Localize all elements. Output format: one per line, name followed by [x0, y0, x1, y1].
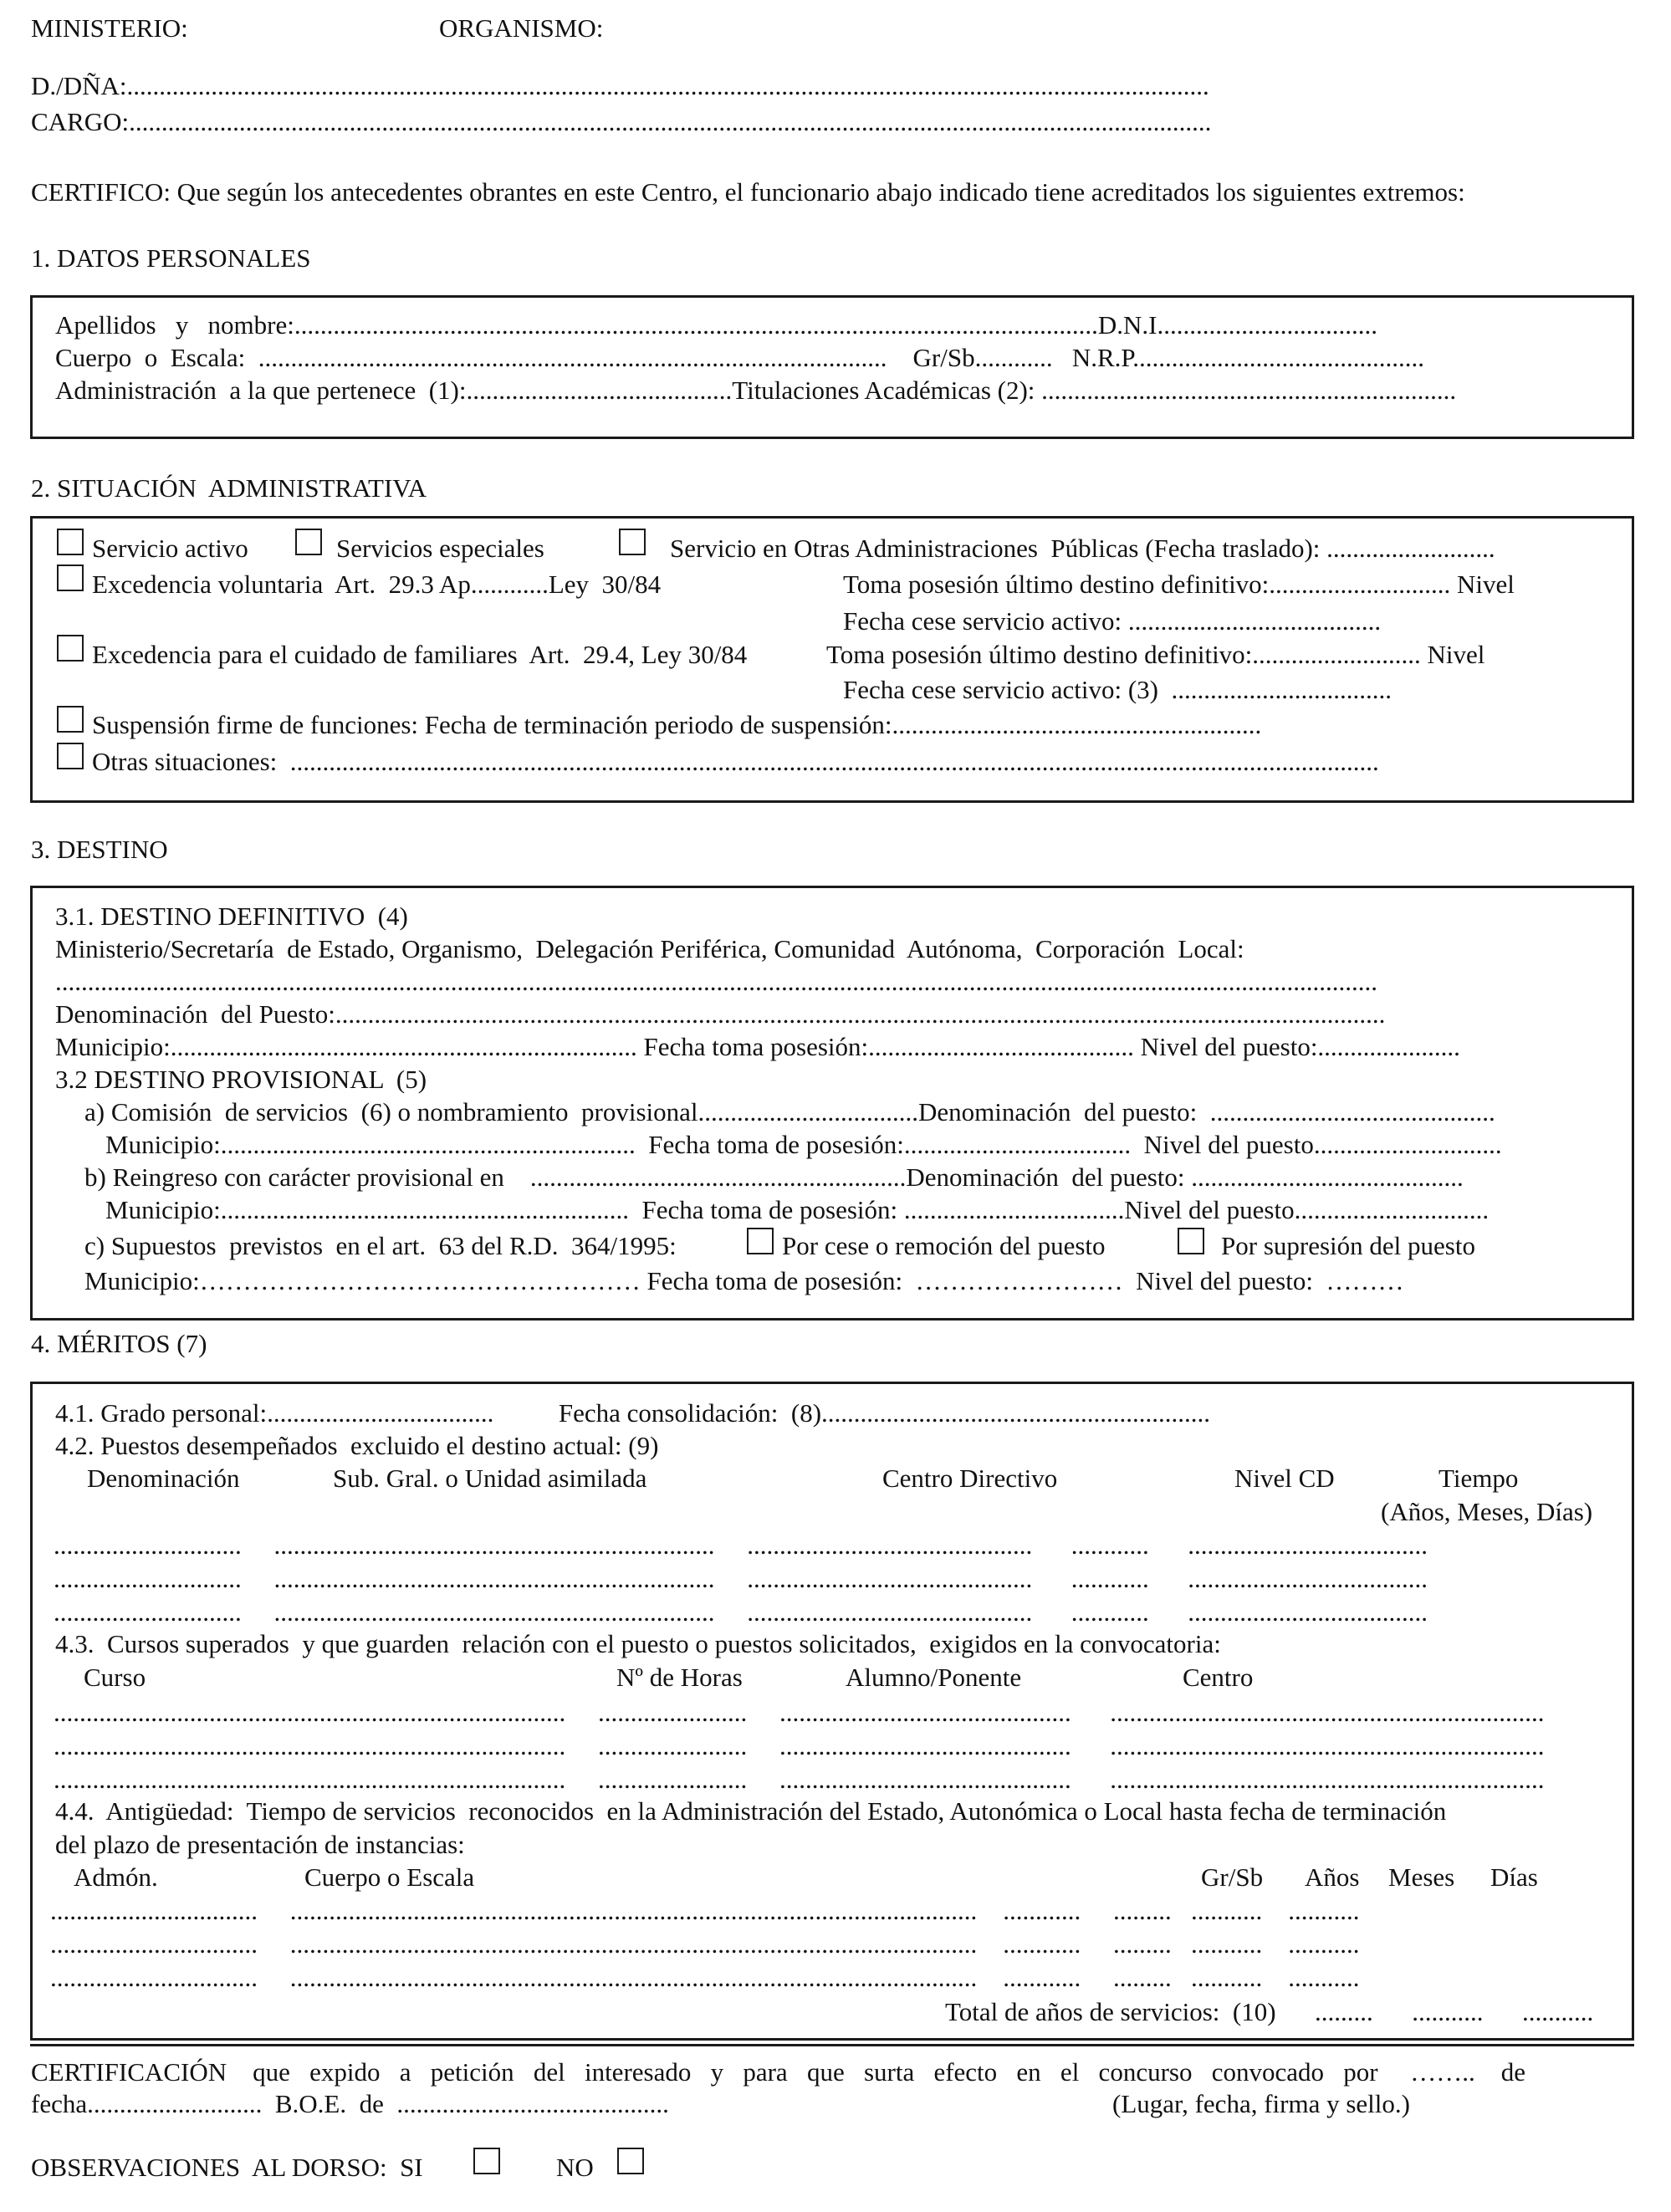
supresion-puesto-checkbox[interactable]	[1178, 1228, 1204, 1254]
organismo-label: ORGANISMO:	[439, 13, 604, 43]
otras-administraciones-label: Servicio en Otras Administraciones Públicas (Fecha traslado): ..........................	[670, 534, 1495, 563]
col-curso: Curso	[84, 1663, 146, 1692]
cargo-field[interactable]: CARGO:.......................................................................................................................................................................	[31, 107, 1212, 136]
ministerio-organismo-label: Ministerio/Secretaría de Estado, Organismo, Delegación Periférica, Comunidad Autónoma, Corporación Local:	[55, 934, 1244, 963]
section-2-title: 2. SITUACIÓN ADMINISTRATIVA	[31, 473, 427, 503]
section-1-title: 1. DATOS PERSONALES	[31, 243, 311, 273]
observaciones-no-label: NO	[556, 2153, 594, 2182]
col-horas: Nº de Horas	[616, 1663, 743, 1692]
puestos-row[interactable]: ............................. .................................................................... ............................................ ............ .....................................	[54, 1530, 1428, 1560]
suspension-label[interactable]: Suspensión firme de funciones: Fecha de terminación periodo de suspensión:.........................................................	[92, 710, 1262, 739]
municipio-b-field[interactable]: Municipio:............................................................... Fecha toma de posesión: ..................................Nivel del puesto..............................	[105, 1195, 1490, 1224]
divider	[30, 2044, 1634, 2046]
suspension-checkbox[interactable]	[57, 706, 84, 733]
servicio-activo-label: Servicio activo	[92, 534, 248, 563]
col-centro-directivo: Centro Directivo	[882, 1464, 1058, 1493]
cursos-label: 4.3. Cursos superados y que guarden relación con el puesto o puestos solicitados, exigidos en la convocatoria:	[55, 1629, 1221, 1658]
col-alumno: Alumno/Ponente	[846, 1663, 1022, 1692]
destino-definitivo-heading: 3.1. DESTINO DEFINITIVO (4)	[55, 902, 408, 931]
col-meses: Meses	[1388, 1862, 1455, 1892]
municipio-a-field[interactable]: Municipio:................................................................ Fecha toma de posesión:................................... Nivel del puesto.............................	[105, 1130, 1502, 1159]
col-tiempo: Tiempo	[1438, 1464, 1519, 1493]
antiguedad-label-2: del plazo de presentación de instancias:	[55, 1830, 465, 1859]
otras-administraciones-checkbox[interactable]	[619, 529, 646, 555]
servicios-especiales-label: Servicios especiales	[336, 534, 544, 563]
col-anos: Años	[1305, 1862, 1360, 1892]
ministerio-organismo-field[interactable]: ............................................................................................................................................................................................................	[55, 967, 1377, 996]
puestos-row[interactable]: ............................. .................................................................... ............................................ ............ .....................................	[54, 1597, 1428, 1627]
col-subgral: Sub. Gral. o Unidad asimilada	[333, 1464, 647, 1493]
fecha-boe-field[interactable]: fecha........................... B.O.E. de ..........................................	[31, 2089, 669, 2118]
servicio-activo-checkbox[interactable]	[57, 529, 84, 555]
municipio-c-field[interactable]: Municipio:…………………………………………… Fecha toma de posesión: …………………… Nivel del puesto: ………	[84, 1266, 1404, 1295]
cese-remocion-checkbox[interactable]	[747, 1228, 774, 1254]
fecha-cese-field-1[interactable]: Fecha cese servicio activo: .......................................	[843, 606, 1382, 636]
supuestos-label: c) Supuestos previstos en el art. 63 del R.D. 364/1995:	[84, 1231, 677, 1260]
cese-remocion-label: Por cese o remoción del puesto	[782, 1231, 1106, 1260]
certifico-text: CERTIFICO: Que según los antecedentes obrantes en este Centro, el funcionario abajo indicado tiene acreditados los siguientes extremos:	[31, 177, 1465, 207]
municipio-definitivo-field[interactable]: Municipio:........................................................................ Fecha toma posesión:......................................... Nivel del puesto:......................	[55, 1032, 1460, 1061]
ministerio-label: MINISTERIO:	[31, 13, 188, 43]
observaciones-si-checkbox[interactable]	[473, 2148, 500, 2174]
administracion-field[interactable]: Administración a la que pertenece (1):.........................................Titulaciones Académicas (2): ................................................................	[55, 375, 1457, 405]
puestos-desempenados-label: 4.2. Puestos desempeñados excluido el destino actual: (9)	[55, 1431, 659, 1460]
col-dias: Días	[1490, 1862, 1538, 1892]
certificacion-text: CERTIFICACIÓN que expido a petición del interesado y para que surta efecto en el concurso convocado por …….. de	[31, 2057, 1526, 2087]
otras-situaciones-checkbox[interactable]	[57, 743, 84, 769]
otras-situaciones-label[interactable]: Otras situaciones: ........................................................................................................................................................................	[92, 747, 1379, 776]
reingreso-field[interactable]: b) Reingreso con carácter provisional en ..........................................................Denominación del puesto: ..........................................	[84, 1162, 1464, 1192]
denominacion-puesto-field[interactable]: Denominación del Puesto:..................................................................................................................................................................	[55, 999, 1386, 1029]
col-admon: Admón.	[74, 1862, 158, 1892]
toma-posesion-field-2[interactable]: Toma posesión último destino definitivo:.......................... Nivel	[826, 640, 1485, 669]
supresion-puesto-label: Por supresión del puesto	[1221, 1231, 1475, 1260]
antiguedad-row[interactable]: ................................ .......................................................................................................... ............ ......... ........... ...........	[50, 1963, 1360, 1992]
col-denominacion: Denominación	[87, 1464, 240, 1493]
antiguedad-row[interactable]: ................................ .......................................................................................................... ............ ......... ........... ...........	[50, 1896, 1360, 1925]
cursos-row[interactable]: ............................................................................... ....................... ............................................. ...................................................................	[54, 1698, 1545, 1727]
cursos-row[interactable]: ............................................................................... ....................... ............................................. ...................................................................	[54, 1765, 1545, 1794]
excedencia-voluntaria-label: Excedencia voluntaria Art. 29.3 Ap............Ley 30/84	[92, 570, 662, 599]
section-4-title: 4. MÉRITOS (7)	[31, 1329, 207, 1358]
toma-posesion-field-1[interactable]: Toma posesión último destino definitivo:............................ Nivel	[843, 570, 1515, 599]
col-centro: Centro	[1183, 1663, 1254, 1692]
destino-provisional-heading: 3.2 DESTINO PROVISIONAL (5)	[55, 1065, 427, 1094]
puestos-row[interactable]: ............................. .................................................................... ............................................ ............ .....................................	[54, 1564, 1428, 1593]
col-grsb: Gr/Sb	[1201, 1862, 1264, 1892]
antiguedad-label: 4.4. Antigüedad: Tiempo de servicios reconocidos en la Administración del Estado, Autonómica o Local hasta fecha de terminación	[55, 1796, 1447, 1826]
cursos-row[interactable]: ............................................................................... ....................... ............................................. ...................................................................	[54, 1731, 1545, 1760]
dona-field[interactable]: D./DÑA:.......................................................................................................................................................................	[31, 71, 1209, 100]
excedencia-familiares-checkbox[interactable]	[57, 635, 84, 662]
col-tiempo-sub: (Años, Meses, Días)	[1381, 1497, 1593, 1526]
excedencia-familiares-label: Excedencia para el cuidado de familiares Art. 29.4, Ley 30/84	[92, 640, 748, 669]
antiguedad-row[interactable]: ................................ .......................................................................................................... ............ ......... ........... ...........	[50, 1929, 1360, 1959]
apellidos-field[interactable]: Apellidos y nombre:............................................................................................................................D.N.I..................................	[55, 310, 1377, 340]
lugar-firma-label: (Lugar, fecha, firma y sello.)	[1112, 2089, 1410, 2118]
observaciones-label: OBSERVACIONES AL DORSO: SI	[31, 2153, 423, 2182]
total-anos-field[interactable]: Total de años de servicios: (10) ......... ........... ...........	[945, 1997, 1594, 2026]
servicios-especiales-checkbox[interactable]	[295, 529, 322, 555]
grado-personal-field[interactable]: 4.1. Grado personal:................................... Fecha consolidación: (8)............................................................	[55, 1398, 1211, 1428]
comision-servicios-field[interactable]: a) Comisión de servicios (6) o nombramiento provisional..................................Denominación del puesto: ............................................	[84, 1097, 1495, 1126]
fecha-cese-field-2[interactable]: Fecha cese servicio activo: (3) ..................................	[843, 675, 1392, 704]
observaciones-no-checkbox[interactable]	[617, 2148, 644, 2174]
section-3-title: 3. DESTINO	[31, 835, 168, 864]
excedencia-voluntaria-checkbox[interactable]	[57, 564, 84, 591]
col-cuerpo: Cuerpo o Escala	[304, 1862, 475, 1892]
col-nivel-cd: Nivel CD	[1234, 1464, 1335, 1493]
cuerpo-field[interactable]: Cuerpo o Escala: ................................................................................................. Gr/Sb............ N.R.P.............................................	[55, 343, 1424, 372]
